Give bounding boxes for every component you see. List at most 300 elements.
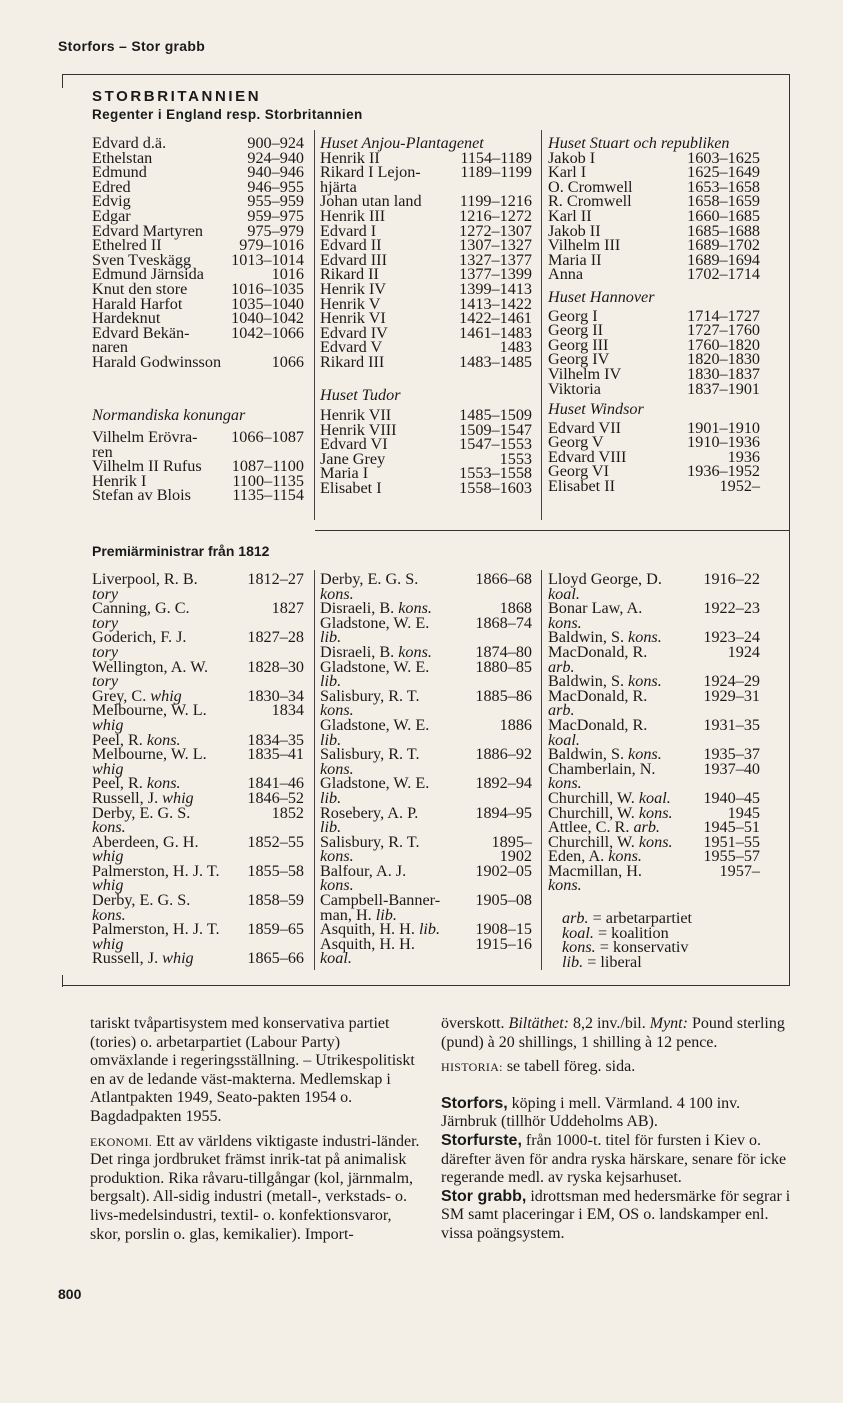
regent-years: 1485–1509 bbox=[459, 406, 532, 425]
biltathet-label: Biltäthet: bbox=[508, 1015, 569, 1032]
regent-name: Edvard V bbox=[320, 338, 383, 357]
regent-name: Edvard Bekän- bbox=[92, 323, 190, 342]
pm-name: Peel, R. bbox=[92, 730, 143, 749]
regent-name: Edvard Martyren bbox=[92, 221, 204, 240]
regent-years: 1760–1820 bbox=[687, 335, 760, 354]
regent-name: Georg VI bbox=[548, 462, 609, 481]
pm-name: Attlee, C. R. bbox=[548, 818, 630, 837]
pm-years: 1827 bbox=[271, 599, 304, 618]
pm-years: 1905–08 bbox=[475, 891, 532, 910]
regent-years: 1558–1603 bbox=[459, 479, 532, 498]
pm-years: 1951–55 bbox=[703, 832, 760, 851]
regent-row bbox=[92, 352, 304, 371]
text-fragment: överskott. bbox=[441, 1015, 505, 1032]
economy-continued bbox=[441, 1015, 791, 1052]
regent-years: 1307–1327 bbox=[459, 236, 532, 255]
regent-years: 940–946 bbox=[247, 163, 304, 182]
entry-storfors bbox=[441, 1095, 791, 1132]
pm-party: kons. bbox=[146, 774, 181, 793]
pm-years: 1908–15 bbox=[475, 920, 532, 939]
pm-party: kons. bbox=[638, 803, 673, 822]
regents-column-2 bbox=[320, 136, 532, 496]
regent-row bbox=[320, 481, 532, 496]
pm-name: Lloyd George, D. bbox=[548, 570, 662, 588]
section-subtitle: Regenter i England resp. Storbritannien bbox=[92, 107, 363, 122]
regent-name: Knut den store bbox=[92, 279, 188, 298]
regent-years: 1399–1413 bbox=[459, 279, 532, 298]
section-divider bbox=[315, 530, 790, 531]
pm-column-3 bbox=[548, 572, 760, 969]
regent-years: 900–924 bbox=[247, 134, 304, 152]
regent-name: Ethelred II bbox=[92, 236, 162, 255]
legend-item bbox=[548, 952, 760, 971]
pm-row bbox=[92, 657, 304, 676]
pm-years: 1924–29 bbox=[703, 672, 760, 691]
pm-years: 1866–68 bbox=[475, 570, 532, 588]
regent-years: 946–955 bbox=[247, 177, 304, 196]
pm-party: lib. bbox=[320, 818, 342, 837]
pm-years: 1894–95 bbox=[475, 803, 532, 822]
pm-row bbox=[320, 776, 532, 791]
regent-row bbox=[320, 352, 532, 371]
pm-party: lib. bbox=[320, 788, 342, 807]
regents-column-3 bbox=[548, 136, 760, 494]
regent-name: Elisabet I bbox=[320, 479, 382, 498]
regent-years: 1013–1014 bbox=[231, 250, 304, 269]
pm-years: 1886–92 bbox=[475, 745, 532, 764]
regent-years: 1509–1547 bbox=[459, 420, 532, 439]
legend-abbr: lib. bbox=[562, 952, 584, 971]
regent-years: 1035–1040 bbox=[231, 294, 304, 313]
pm-row bbox=[92, 601, 304, 616]
pm-years: 1924 bbox=[727, 642, 760, 661]
regent-name: Edvard III bbox=[320, 250, 387, 269]
regent-years: 1952– bbox=[719, 477, 760, 496]
pm-name: Derby, E. G. S. bbox=[92, 891, 191, 910]
regent-name: Edred bbox=[92, 177, 131, 196]
regent-years: 1702–1714 bbox=[687, 265, 760, 284]
pm-party: lib. bbox=[320, 730, 342, 749]
regent-years: 1837–1901 bbox=[687, 379, 760, 398]
regent-name: Hardeknut bbox=[92, 309, 161, 328]
regent-name: Viktoria bbox=[548, 379, 601, 398]
regent-row bbox=[548, 379, 760, 398]
pm-years: 1955–57 bbox=[703, 847, 760, 866]
pm-name: MacDonald, R. bbox=[548, 715, 648, 734]
pm-party: whig bbox=[92, 715, 124, 734]
pm-row bbox=[92, 951, 304, 966]
regent-years: 1689–1694 bbox=[687, 250, 760, 269]
regent-years: 1901–1910 bbox=[687, 418, 760, 437]
regent-name: O. Cromwell bbox=[548, 177, 633, 196]
regent-name: Edmund Järnsida bbox=[92, 265, 204, 284]
regent-name: Edvard d.ä. bbox=[92, 134, 167, 152]
regent-name: Henrik VI bbox=[320, 309, 386, 328]
regent-years: 1461–1483 bbox=[459, 323, 532, 342]
hannover-heading: Huset Hannover bbox=[548, 287, 655, 306]
pm-row-cont bbox=[548, 878, 760, 893]
pm-name: Eden, A. bbox=[548, 847, 605, 866]
pm-name: MacDonald, R. bbox=[548, 642, 648, 661]
legend-text: = arbetarpartiet bbox=[592, 909, 693, 928]
pm-years: 1855–58 bbox=[247, 861, 304, 880]
regent-years: 1714–1727 bbox=[687, 306, 760, 325]
pm-years: 1902 bbox=[499, 847, 532, 866]
ekonomi-text: Ett av världens viktigaste industri-länder. Det ringa jordbruket främst inrik-tat på animalisk produktion. Rika råvaru-tillgångar (kol, järnmalm, bergsalt). All-sidig industri (metall-, verkstads- o. livs-medelsindustri, textil- o. konfektionsvaror, skor, porslin o. glas, kemikalier). Import- bbox=[90, 1132, 420, 1243]
regent-years: 1154–1189 bbox=[460, 148, 532, 167]
pm-row bbox=[92, 572, 304, 587]
legend-text: = koalition bbox=[597, 923, 669, 942]
regent-years: 1553 bbox=[499, 449, 532, 468]
pm-name: Asquith, H. H. bbox=[320, 934, 415, 953]
entry-text: från 1000-t. titel för fursten i Kiev o. därefter även för andra ryska härskare, senare för icke regerande medl. av ryska kejsarhuset. bbox=[441, 1131, 787, 1187]
pm-name: Melbourne, W. L. bbox=[92, 745, 207, 764]
regent-name: Georg V bbox=[548, 433, 604, 452]
regent-years: 1483 bbox=[499, 338, 532, 357]
pm-years: 1868–74 bbox=[475, 613, 532, 632]
pm-row bbox=[92, 630, 304, 645]
pm-name: Salisbury, R. T. bbox=[320, 686, 420, 705]
pm-row bbox=[320, 613, 532, 632]
pm-party: kons. bbox=[320, 847, 354, 866]
pm-years: 1834 bbox=[271, 701, 304, 720]
pm-name: Russell, J. bbox=[92, 788, 159, 807]
pm-years: 1841–46 bbox=[247, 774, 304, 793]
regent-years: 955–959 bbox=[247, 192, 304, 211]
pm-years: 1916–22 bbox=[703, 570, 760, 588]
body-right-column bbox=[441, 1015, 791, 1244]
regent-name: Henrik VIII bbox=[320, 420, 397, 439]
running-head: Storfors – Stor grabb bbox=[58, 38, 206, 54]
pm-party: kons. bbox=[628, 672, 662, 691]
normandy-heading: Normandiska konungar bbox=[92, 405, 246, 424]
column-divider bbox=[541, 570, 542, 970]
pm-party: kons. bbox=[92, 905, 126, 924]
pm-row bbox=[92, 861, 304, 880]
regent-name: Edvard VII bbox=[548, 418, 621, 437]
pm-years: 1937–40 bbox=[703, 759, 760, 778]
pm-name: Gladstone, W. E. bbox=[320, 774, 430, 793]
regent-years: 1135–1154 bbox=[232, 486, 304, 505]
pm-years: 1828–30 bbox=[247, 657, 304, 676]
pm-party: kons. bbox=[548, 876, 582, 895]
regent-name: R. Cromwell bbox=[548, 192, 632, 211]
entry-stor-grabb bbox=[441, 1188, 791, 1244]
page-number: 800 bbox=[58, 1286, 82, 1302]
pm-name: Baldwin, S. bbox=[548, 628, 624, 647]
pm-years: 1940–45 bbox=[703, 788, 760, 807]
regent-years: 1936 bbox=[727, 447, 760, 466]
pm-party: koal. bbox=[548, 730, 580, 749]
regent-name: Edmund bbox=[92, 163, 147, 182]
regent-row bbox=[548, 479, 760, 494]
regent-name: Karl II bbox=[548, 206, 592, 225]
pm-name: Wellington, A. W. bbox=[92, 657, 209, 676]
pm-party: kons. bbox=[320, 876, 354, 895]
pm-row bbox=[92, 922, 304, 937]
regent-name: Rikard III bbox=[320, 352, 385, 371]
pm-party: whig bbox=[92, 934, 124, 953]
pm-name: Gladstone, W. E. bbox=[320, 715, 430, 734]
pm-row bbox=[320, 657, 532, 676]
pm-row bbox=[320, 803, 532, 822]
historia-text: se tabell föreg. sida. bbox=[506, 1058, 636, 1076]
pm-name: Peel, R. bbox=[92, 774, 143, 793]
body-left-column bbox=[90, 1015, 420, 1244]
pm-name: Liverpool, R. B. bbox=[92, 570, 198, 588]
pm-row bbox=[548, 642, 760, 661]
ekonomi-paragraph bbox=[90, 1133, 420, 1245]
biltathet-value: 8,2 inv./bil. bbox=[572, 1015, 646, 1032]
regent-years: 959–975 bbox=[247, 206, 304, 225]
pm-row bbox=[92, 832, 304, 851]
entry-keyword: Storfors, bbox=[441, 1094, 508, 1112]
pm-party: tory bbox=[92, 642, 119, 661]
pm-name: Asquith, H. H. bbox=[320, 920, 415, 939]
pm-title: Premiärministrar från 1812 bbox=[92, 543, 270, 559]
regent-name: Maria II bbox=[548, 250, 602, 269]
pm-party: lib. bbox=[375, 905, 397, 924]
regent-name: Georg IV bbox=[548, 350, 610, 369]
pm-name: Balfour, A. J. bbox=[320, 861, 407, 880]
legend-text: = konservativ bbox=[599, 938, 689, 957]
regent-years: 1327–1377 bbox=[459, 250, 532, 269]
regent-years: 1066–1087 bbox=[231, 428, 304, 447]
pm-years: 1945–51 bbox=[703, 818, 760, 837]
pm-years: 1957– bbox=[719, 861, 760, 880]
pm-party: whig bbox=[162, 949, 194, 968]
pm-name: Churchill, W. bbox=[548, 788, 635, 807]
regent-row bbox=[548, 267, 760, 282]
regent-years: 1689–1702 bbox=[687, 236, 760, 255]
pm-row bbox=[92, 747, 304, 762]
regent-name: Vilhelm Erövra- bbox=[92, 428, 198, 447]
regent-name: Georg II bbox=[548, 321, 603, 340]
pm-party: kons. bbox=[638, 832, 673, 851]
pm-party: koal. bbox=[638, 788, 671, 807]
regent-name-cont: naren bbox=[92, 338, 128, 357]
mynt-value: Pound sterling (pund) à 20 shillings, 1 shilling à 12 pence. bbox=[441, 1015, 785, 1051]
regent-years: 1553–1558 bbox=[459, 464, 532, 483]
column-divider bbox=[314, 130, 315, 520]
regent-name: Georg III bbox=[548, 335, 609, 354]
windsor-heading: Huset Windsor bbox=[548, 400, 644, 419]
pm-years: 1886 bbox=[499, 715, 532, 734]
regent-years: 1272–1307 bbox=[459, 221, 532, 240]
pm-years: 1852 bbox=[271, 803, 304, 822]
pm-party: arb. bbox=[548, 701, 575, 720]
pm-name: Palmerston, H. J. T. bbox=[92, 920, 220, 939]
pm-party: kons. bbox=[92, 818, 126, 837]
pm-party: lib. bbox=[320, 628, 342, 647]
pm-party: kons. bbox=[548, 613, 582, 632]
regent-name: Henrik I bbox=[92, 471, 147, 490]
regent-years: 1830–1837 bbox=[687, 364, 760, 383]
pm-name: Russell, J. bbox=[92, 949, 159, 968]
entry-storfurste bbox=[441, 1132, 791, 1188]
regent-name: Anna bbox=[548, 265, 584, 284]
legend-abbr: arb. bbox=[562, 909, 589, 928]
pm-party: tory bbox=[92, 672, 119, 691]
regent-years: 1547–1553 bbox=[459, 435, 532, 454]
regent-name: Elisabet II bbox=[548, 477, 615, 496]
regent-years: 924–940 bbox=[247, 148, 304, 167]
regent-years: 1910–1936 bbox=[687, 433, 760, 452]
regent-name: Henrik IV bbox=[320, 279, 387, 298]
pm-name: Macmillan, H. bbox=[548, 861, 642, 880]
pm-name: Campbell-Banner- bbox=[320, 891, 441, 910]
regent-name: Rikard II bbox=[320, 265, 379, 284]
pm-party: whig bbox=[92, 876, 124, 895]
pm-years: 1858–59 bbox=[247, 891, 304, 910]
pm-party: koal. bbox=[320, 949, 352, 968]
regent-years: 1016 bbox=[271, 265, 304, 284]
regent-name: Edvard VI bbox=[320, 435, 388, 454]
regent-years: 1377–1399 bbox=[459, 265, 532, 284]
pm-years: 1945 bbox=[727, 803, 760, 822]
regent-years: 1820–1830 bbox=[687, 350, 760, 369]
regent-row bbox=[92, 430, 304, 445]
pm-years: 1852–55 bbox=[247, 832, 304, 851]
regent-row bbox=[92, 488, 304, 503]
pm-years: 1859–65 bbox=[247, 920, 304, 939]
entry-keyword: Stor grabb, bbox=[441, 1187, 527, 1205]
pm-years: 1865–66 bbox=[247, 949, 304, 968]
regent-name: Vilhelm II Rufus bbox=[92, 457, 202, 476]
regent-name: Henrik VII bbox=[320, 406, 392, 425]
pm-row bbox=[548, 686, 760, 705]
pm-name: Salisbury, R. T. bbox=[320, 832, 420, 851]
pm-column-1 bbox=[92, 572, 304, 966]
pm-name: Disraeli, B. bbox=[320, 599, 395, 618]
regent-name: Maria I bbox=[320, 464, 369, 483]
pm-name: Derby, E. G. S. bbox=[92, 803, 191, 822]
pm-years: 1880–85 bbox=[475, 657, 532, 676]
regent-years: 1727–1760 bbox=[687, 321, 760, 340]
pm-years: 1868 bbox=[499, 599, 532, 618]
entry-text: idrottsman med hedersmärke för segrar i SM samt placeringar i EM, OS o. landskamper enl. vissa poängsystem. bbox=[441, 1187, 791, 1242]
legend-text: = liberal bbox=[587, 952, 642, 971]
regent-years: 1483–1485 bbox=[459, 352, 532, 371]
legend-abbr: kons. bbox=[562, 938, 596, 957]
pm-party: kons. bbox=[608, 847, 642, 866]
pm-column-2 bbox=[320, 572, 532, 966]
frame-corner-bottom bbox=[62, 975, 63, 987]
pm-party: kons. bbox=[628, 628, 662, 647]
pm-years: 1885–86 bbox=[475, 686, 532, 705]
pm-name: Salisbury, R. T. bbox=[320, 745, 420, 764]
regent-years: 1087–1100 bbox=[231, 457, 304, 476]
pm-party: tory bbox=[92, 584, 119, 603]
regent-name: Karl I bbox=[548, 163, 587, 182]
pm-name: Aberdeen, G. H. bbox=[92, 832, 199, 851]
pm-name: Palmerston, H. J. T. bbox=[92, 861, 220, 880]
pm-row bbox=[320, 715, 532, 734]
regent-name: Edvard II bbox=[320, 236, 382, 255]
anjou-heading: Huset Anjou-Plantagenet bbox=[320, 134, 484, 152]
pm-party: kons. bbox=[548, 774, 582, 793]
regent-years: 1685–1688 bbox=[687, 221, 760, 240]
regent-years: 1653–1658 bbox=[687, 177, 760, 196]
regents-column-1 bbox=[92, 136, 304, 503]
regent-years: 1199–1216 bbox=[459, 192, 532, 211]
regent-name: Henrik II bbox=[320, 148, 380, 167]
pm-years: 1827–28 bbox=[247, 628, 304, 647]
regent-name: Edvig bbox=[92, 192, 131, 211]
regent-years: 1422–1461 bbox=[459, 309, 532, 328]
pm-years: 1931–35 bbox=[703, 715, 760, 734]
pm-name: Disraeli, B. bbox=[320, 642, 395, 661]
regent-name: Henrik III bbox=[320, 206, 386, 225]
pm-name: Canning, G. C. bbox=[92, 599, 190, 618]
regent-name: Sven Tveskägg bbox=[92, 250, 192, 269]
pm-name: Churchill, W. bbox=[548, 803, 635, 822]
ekonomi-label: EKONOMI. bbox=[90, 1134, 153, 1149]
pm-party: kons. bbox=[398, 642, 432, 661]
regent-name: Jakob II bbox=[548, 221, 601, 240]
historia-label: HISTORIA: bbox=[441, 1060, 503, 1075]
regent-name: Vilhelm IV bbox=[548, 364, 622, 383]
regent-name: Edvard I bbox=[320, 221, 377, 240]
pm-party: kons. bbox=[320, 584, 354, 603]
column-divider bbox=[541, 130, 542, 520]
regent-name: Harald Godwinsson bbox=[92, 352, 222, 371]
pm-years: 1892–94 bbox=[475, 774, 532, 793]
pm-name: Grey, C. bbox=[92, 686, 147, 705]
pm-years: 1834–35 bbox=[247, 730, 304, 749]
pm-party: kons. bbox=[320, 701, 354, 720]
pm-party: whig bbox=[92, 847, 124, 866]
tudor-heading: Huset Tudor bbox=[320, 385, 401, 404]
pm-party: arb. bbox=[548, 657, 575, 676]
regent-name: Jane Grey bbox=[320, 449, 386, 468]
pm-party: lib. bbox=[320, 672, 342, 691]
pm-party: lib. bbox=[418, 920, 441, 939]
regent-years: 1658–1659 bbox=[687, 192, 760, 211]
regent-years: 1040–1042 bbox=[231, 309, 304, 328]
regent-name: Jakob I bbox=[548, 148, 596, 167]
pm-years: 1835–41 bbox=[247, 745, 304, 764]
pm-name: Baldwin, S. bbox=[548, 672, 624, 691]
regent-years: 1189–1199 bbox=[460, 163, 532, 182]
regent-years: 1066 bbox=[271, 352, 304, 371]
regent-years: 1660–1685 bbox=[687, 206, 760, 225]
pm-name: Churchill, W. bbox=[548, 832, 635, 851]
pm-name: Rosebery, A. P. bbox=[320, 803, 419, 822]
pm-party: koal. bbox=[548, 584, 580, 603]
historia-paragraph bbox=[441, 1058, 791, 1077]
pm-name: MacDonald, R. bbox=[548, 686, 648, 705]
pm-years: 1830–34 bbox=[247, 686, 304, 705]
pm-party: kons. bbox=[146, 730, 181, 749]
pm-row-cont bbox=[320, 951, 532, 966]
stuart-heading: Huset Stuart och republiken bbox=[548, 134, 730, 152]
legend-abbr: koal. bbox=[562, 923, 594, 942]
body-paragraph: tariskt tvåpartisystem med konservativa partiet (tories) o. arbetarpartiet (Labour Party) omväxlande i regeringsställning. – Utrikespolitiskt en av de ledande väst-makterna. Medlemskap i Atlantpakten 1949, Seato-pakten 1954 o. Bagdadpakten 1955. bbox=[90, 1015, 415, 1125]
pm-party: kons. bbox=[628, 745, 662, 764]
pm-party: tory bbox=[92, 613, 119, 632]
pm-years: 1895– bbox=[491, 832, 532, 851]
pm-name-cell bbox=[92, 951, 194, 966]
regent-name: Edvard IV bbox=[320, 323, 388, 342]
pm-years: 1915–16 bbox=[475, 934, 532, 953]
pm-name: Goderich, F. J. bbox=[92, 628, 187, 647]
pm-years: 1902–05 bbox=[475, 861, 532, 880]
regent-years: 1603–1625 bbox=[687, 148, 760, 167]
regent-name: Harald Harfot bbox=[92, 294, 183, 313]
pm-name: Gladstone, W. E. bbox=[320, 657, 430, 676]
regent-years: 1936–1952 bbox=[687, 462, 760, 481]
